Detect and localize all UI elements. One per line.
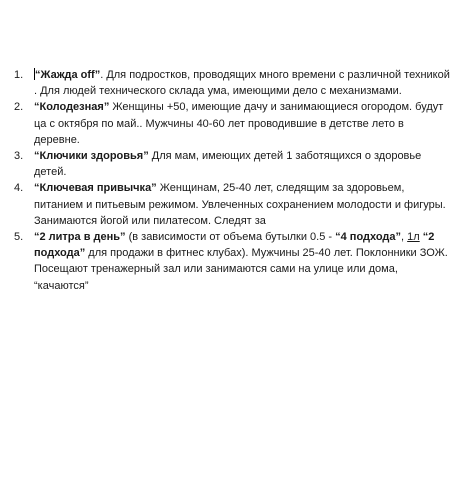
list-item-line	[34, 261, 456, 277]
list-item-number: 3.	[14, 150, 24, 163]
list-item-line	[34, 278, 456, 294]
list-item	[0, 99, 463, 148]
list-item-number: 2.	[14, 101, 24, 114]
list-item-line	[34, 116, 456, 132]
list-item-text: Женщинам, 25-40 лет, следящим за здоровьем,	[156, 182, 405, 195]
list-item	[0, 67, 463, 99]
target-audience-list	[0, 67, 463, 294]
list-item	[0, 180, 463, 229]
product-name: “Колодезная”	[34, 101, 110, 114]
list-item-text: . Для подростков, проводящих много времени с различной техникой	[100, 69, 450, 81]
list-item-text: “качаются”	[34, 279, 89, 292]
list-item-text: питанием и питьевым режимом. Увлеченных сохранением молодости и фигуры.	[34, 198, 446, 211]
list-item-line	[34, 132, 456, 148]
bottle-option: “2	[422, 231, 435, 244]
list-item	[0, 229, 463, 294]
list-item-line	[34, 83, 456, 99]
list-item-number: 5.	[14, 231, 24, 244]
list-item-line	[34, 197, 456, 213]
underlined-volume: 1л	[407, 231, 420, 244]
list-item-text: для продажи в фитнес клубах). Мужчины 25-40 лет. Поклонники ЗОЖ.	[85, 247, 448, 260]
product-name: “Ключики здоровья”	[34, 150, 149, 163]
list-item-line	[34, 180, 456, 196]
list-item-line	[34, 67, 456, 83]
list-item-text: . Для людей технического склада ума, имеющими дело с механизмами.	[34, 85, 402, 98]
list-item-text: Женщины +50, имеющие дачу и занимающиеся огородом. будут	[109, 101, 444, 114]
list-item-number: 4.	[14, 182, 24, 195]
list-item-text: ца с октября по май.. Мужчины 40-60 лет проводившие в детстве лето в	[34, 117, 404, 130]
list-item-text: Занимаются йогой или пилатесом. Следят за	[34, 214, 266, 227]
list-item-line	[34, 229, 456, 245]
list-item-line	[34, 213, 456, 229]
list-item-line	[34, 245, 456, 261]
bottle-option: “4 подхода”	[335, 231, 402, 244]
list-item-line	[34, 148, 456, 164]
list-item-text: Для мам, имеющих детей 1 заботящихся о здоровье	[148, 150, 422, 163]
product-name: “2 литра в день”	[34, 231, 126, 244]
product-name: “Жажда off”	[35, 69, 101, 81]
list-item-line	[34, 99, 456, 115]
list-item-text: Посещают тренажерный зал или занимаются сами на улице или дома,	[34, 263, 398, 276]
bottle-option: подхода”	[34, 247, 86, 260]
product-name: “Ключевая привычка”	[34, 182, 157, 195]
list-item-text: детей.	[34, 166, 67, 179]
list-item-text: деревне.	[34, 133, 80, 146]
list-item-line	[34, 164, 456, 180]
list-item-number: 1.	[14, 69, 24, 81]
list-item-text: ,	[401, 231, 408, 244]
list-item-text: (в зависимости от объема бутылки 0.5 -	[125, 231, 336, 244]
list-item	[0, 148, 463, 180]
